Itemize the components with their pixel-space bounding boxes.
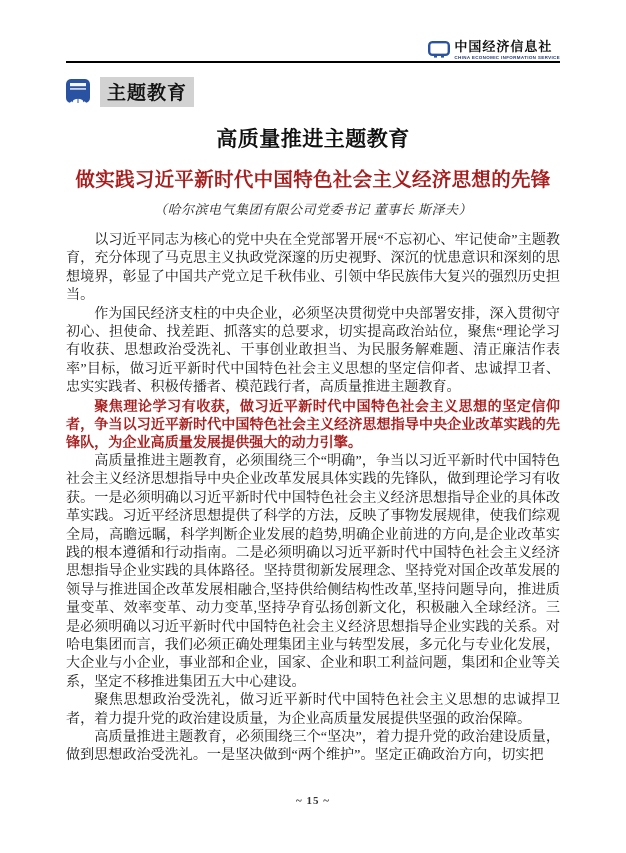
theme-education-emblem-icon (66, 79, 90, 106)
body-paragraph: 作为国民经济支柱的中央企业，必须坚决贯彻党中央部署安排，深入贯彻守初心、担使命、找差距、抓落实的总要求，切实提高政治站位，聚焦“理论学习有收获、思想政治受洗礼、干事创业敢担当、为民服务解难题、清正廉洁作表率”目标，做习近平新时代中国特色社会主义思想的坚定信仰者、忠诚捍卫者、忠实实践者、积极传播者、模范践行者，高质量推进主题教育。 (66, 305, 560, 396)
body-paragraph: 以习近平同志为核心的党中央在全党部署开展“不忘初心、牢记使命”主题教育，充分体现了马克思主义执政党深邃的历史视野、深沉的忧患意识和深刻的思想境界，彰显了中国共产党立足千秋伟业、引领中华民族伟大复兴的强烈历史担当。 (66, 232, 560, 304)
article-title: 高质量推进主题教育 (216, 128, 410, 151)
org-logo-text (454, 39, 560, 61)
section-badge (66, 78, 560, 106)
org-name: 中国经济信息社 (454, 38, 553, 54)
article-subtitle: 做实践习近平新时代中国特色社会主义经济思想的先锋 (75, 169, 551, 191)
tv-monitor-icon (428, 41, 450, 58)
body-paragraph: 聚焦理论学习有收获，做习近平新时代中国特色社会主义思想的坚定信仰者，争当以习近平新时代中国特色社会主义经济思想指导中央企业改革实践的先锋队，为企业高质量发展提供强大的动力引擎。 (66, 397, 560, 451)
page-number: ~ 15 ~ (296, 795, 330, 807)
body-paragraph: 聚焦思想政治受洗礼，做习近平新时代中国特色社会主义思想的忠诚捍卫者，着力提升党的政治建设质量，为企业高质量发展提供坚强的政治保障。 (66, 692, 560, 727)
body-paragraph: 高质量推进主题教育，必须围绕三个“坚决”，着力提升党的政治建设质量，做到思想政治受洗礼。一是坚决做到“两个维护”。坚定正确政治方向，切实把 (66, 728, 560, 764)
article-byline: （哈尔滨电气集团有限公司党委书记 董事长 斯泽夫） (153, 202, 472, 217)
org-logo (428, 39, 560, 61)
article-body (66, 231, 560, 765)
header-rule (66, 61, 560, 63)
section-badge-label: 主题教育 (100, 77, 194, 107)
body-paragraph: 高质量推进主题教育，必须围绕三个“明确”，争当以习近平新时代中国特色社会主义经济思想指导中央企业改革发展具体实践的先锋队，做到理论学习有收获。一是必须明确以习近平新时代中国特色社会主义经济思想指导企业的具体改革实践。习近平经济思想提供了科学的方法，反映了事物发展规律，使我们综观全局，高瞻远瞩，科学判断企业发展的趋势,明确企业前进的方向,是企业改革实践的根本遵循和行动指南。二是必须明确以习近平新时代中国特色社会主义经济思想指导企业实践的具体路径。坚持贯彻新发展理念、坚持党对国企改革发展的领导与推进国企改革发展相融合,坚持供给侧结构性改革,坚持问题导向，推进质量变革、效率变革、动力变革,坚持孕育弘扬创新文化，积极融入全球经济。三是必须明确以习近平新时代中国特色社会主义经济思想指导企业实践的关系。对哈电集团而言，我们必须正确处理集团主业与转型发展，多元化与专业化发展，大企业与小企业，事业部和企业，国家、企业和职工利益问题，集团和企业等关系，坚定不移推进集团五大中心建设。 (66, 452, 560, 690)
masthead (66, 36, 560, 60)
org-tagline: CHINA ECONOMIC INFORMATION SERVICE (454, 54, 560, 60)
